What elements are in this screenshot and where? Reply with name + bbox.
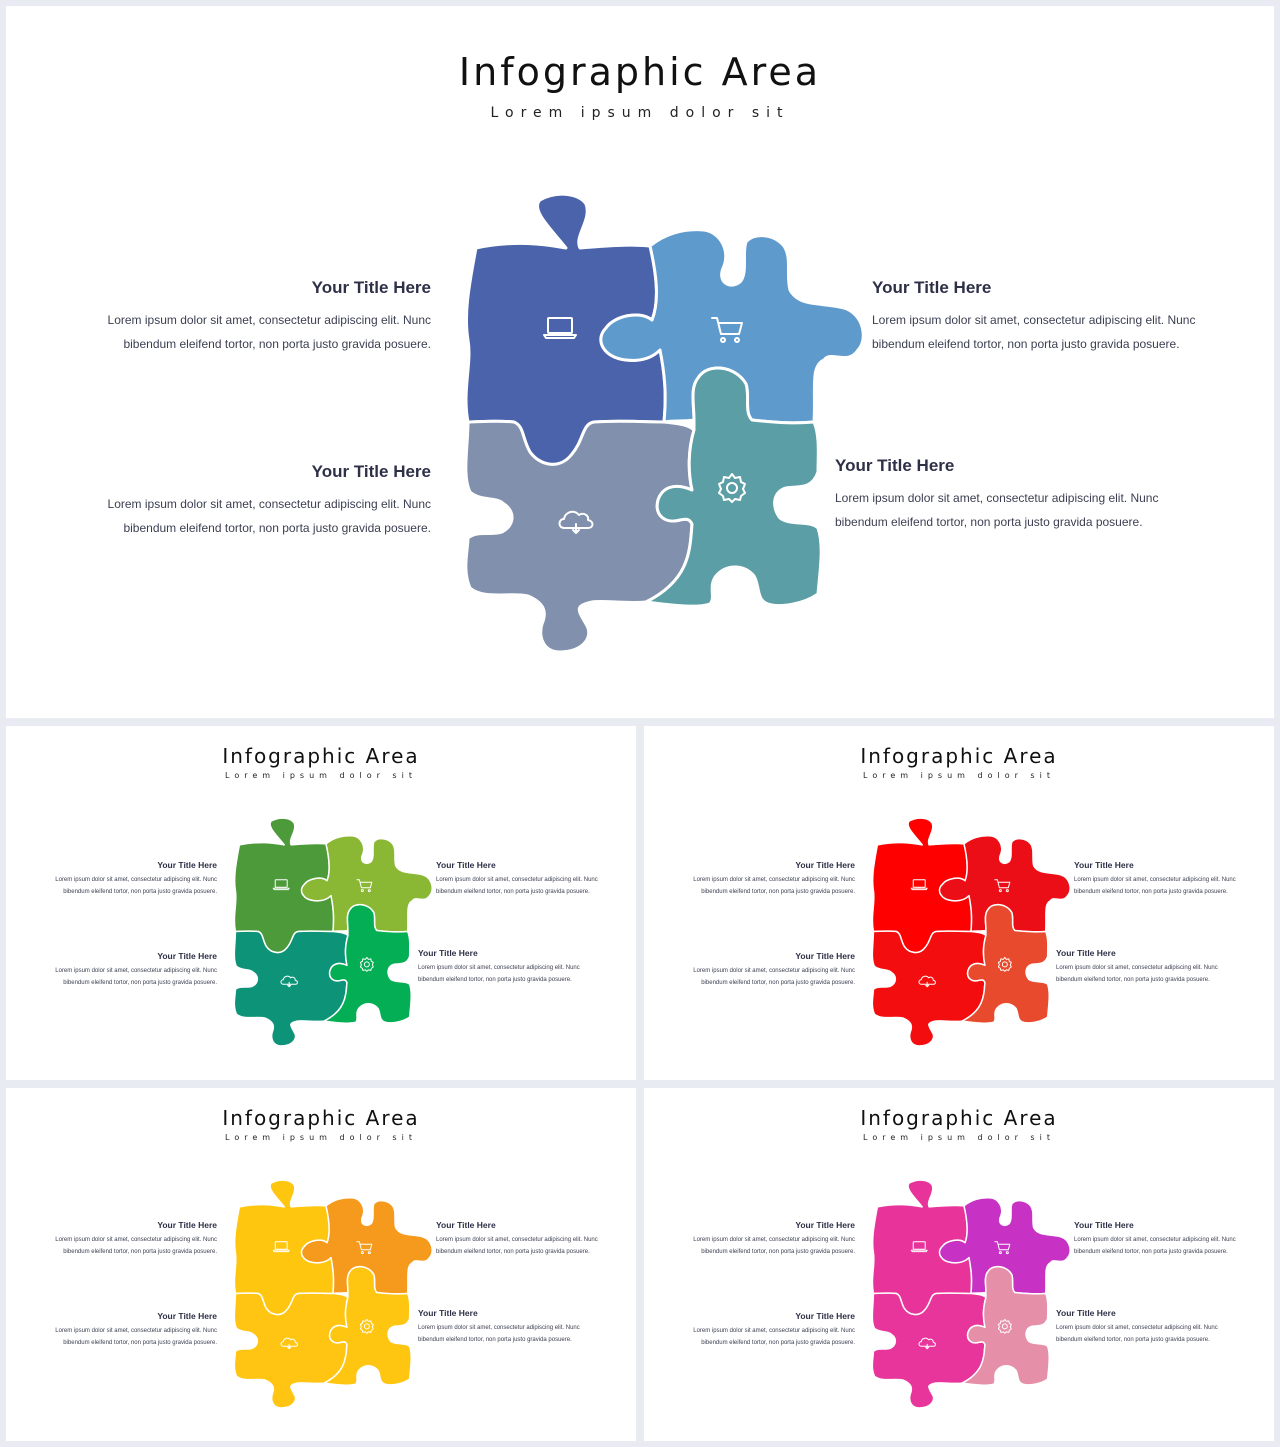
caption-body-line2: bibendum eleifend tortor, non porta justo gravida posuere. — [872, 337, 1180, 351]
caption-bottom-left — [26, 951, 217, 989]
slide-title: Infographic Area — [860, 744, 1058, 768]
caption-body-line1: Lorem ipsum dolor sit amet, consectetur adipiscing elit. Nunc — [1056, 965, 1218, 971]
slide-subtitle: Lorem ipsum dolor sit — [225, 771, 417, 780]
caption-body-line1: Lorem ipsum dolor sit amet, consectetur adipiscing elit. Nunc — [1074, 1237, 1236, 1243]
caption-top-left — [66, 278, 431, 356]
caption-title: Your Title Here — [795, 1311, 855, 1321]
caption-bottom-left — [664, 951, 855, 989]
caption-body-line2: bibendum eleifend tortor, non porta justo gravida posuere. — [701, 980, 855, 986]
caption-body-line2: bibendum eleifend tortor, non porta justo gravida posuere. — [123, 337, 431, 351]
caption-title: Your Title Here — [311, 278, 431, 297]
caption-body-line1: Lorem ipsum dolor sit amet, consectetur adipiscing elit. Nunc — [55, 968, 217, 974]
caption-body-line2: bibendum eleifend tortor, non porta justo gravida posuere. — [1074, 889, 1228, 895]
caption-title: Your Title Here — [157, 1220, 217, 1230]
caption-body-line1: Lorem ipsum dolor sit amet, consectetur adipiscing elit. Nunc — [1056, 1325, 1218, 1331]
slide-title: Infographic Area — [860, 1106, 1058, 1130]
caption-title: Your Title Here — [157, 951, 217, 961]
caption-title: Your Title Here — [436, 1220, 496, 1230]
caption-body-line1: Lorem ipsum dolor sit amet, consectetur adipiscing elit. Nunc — [872, 313, 1196, 327]
caption-body-line1: Lorem ipsum dolor sit amet, consectetur adipiscing elit. Nunc — [107, 313, 431, 327]
puzzle-diagram — [228, 1178, 434, 1410]
caption-body-line2: bibendum eleifend tortor, non porta justo gravida posuere. — [63, 980, 217, 986]
caption-title: Your Title Here — [835, 456, 955, 475]
caption-title: Your Title Here — [418, 948, 478, 958]
slide-subtitle: Lorem ipsum dolor sit — [863, 1133, 1055, 1142]
slide-title: Infographic Area — [222, 1106, 420, 1130]
caption-body-line2: bibendum eleifend tortor, non porta justo gravida posuere. — [835, 515, 1143, 529]
caption-bottom-right — [835, 456, 1215, 534]
caption-title: Your Title Here — [157, 1311, 217, 1321]
caption-body-line2: bibendum eleifend tortor, non porta justo gravida posuere. — [1074, 1249, 1228, 1255]
slide-red — [644, 726, 1274, 1080]
caption-body-line2: bibendum eleifend tortor, non porta justo gravida posuere. — [701, 1340, 855, 1346]
slide-main — [6, 6, 1274, 718]
caption-body-line2: bibendum eleifend tortor, non porta justo gravida posuere. — [63, 889, 217, 895]
caption-title: Your Title Here — [795, 951, 855, 961]
caption-body-line1: Lorem ipsum dolor sit amet, consectetur adipiscing elit. Nunc — [693, 1328, 855, 1334]
caption-bottom-right — [418, 948, 618, 986]
caption-bottom-left — [664, 1311, 855, 1349]
puzzle-diagram — [454, 190, 866, 656]
caption-top-left — [664, 1220, 855, 1258]
slide-green — [6, 726, 636, 1080]
caption-body-line2: bibendum eleifend tortor, non porta justo gravida posuere. — [436, 1249, 590, 1255]
slide-subtitle: Lorem ipsum dolor sit — [863, 771, 1055, 780]
caption-body-line1: Lorem ipsum dolor sit amet, consectetur adipiscing elit. Nunc — [418, 1325, 580, 1331]
caption-title: Your Title Here — [1074, 860, 1134, 870]
caption-body-line2: bibendum eleifend tortor, non porta justo gravida posuere. — [63, 1340, 217, 1346]
caption-title: Your Title Here — [1056, 948, 1116, 958]
caption-body-line2: bibendum eleifend tortor, non porta justo gravida posuere. — [418, 1337, 572, 1343]
puzzle-piece-bottom-left — [234, 931, 348, 1046]
caption-body-line2: bibendum eleifend tortor, non porta justo gravida posuere. — [418, 977, 572, 983]
caption-bottom-right — [1056, 948, 1256, 986]
slide-title: Infographic Area — [458, 50, 822, 94]
caption-title: Your Title Here — [1056, 1308, 1116, 1318]
caption-body-line1: Lorem ipsum dolor sit amet, consectetur adipiscing elit. Nunc — [107, 497, 431, 511]
puzzle-piece-bottom-left — [234, 1293, 348, 1408]
caption-bottom-left — [66, 462, 431, 540]
caption-body-line1: Lorem ipsum dolor sit amet, consectetur adipiscing elit. Nunc — [55, 1237, 217, 1243]
caption-body-line2: bibendum eleifend tortor, non porta justo gravida posuere. — [1056, 1337, 1210, 1343]
caption-top-left — [26, 1220, 217, 1258]
caption-body-line1: Lorem ipsum dolor sit amet, consectetur adipiscing elit. Nunc — [55, 877, 217, 883]
caption-bottom-right — [1056, 1308, 1256, 1346]
puzzle-diagram — [228, 816, 434, 1048]
caption-title: Your Title Here — [872, 278, 992, 297]
puzzle-piece-bottom-left — [466, 421, 694, 652]
slide-pink — [644, 1088, 1274, 1441]
slide-yellow — [6, 1088, 636, 1441]
caption-top-right — [436, 860, 631, 898]
caption-body-line2: bibendum eleifend tortor, non porta justo gravida posuere. — [63, 1249, 217, 1255]
caption-body-line1: Lorem ipsum dolor sit amet, consectetur adipiscing elit. Nunc — [418, 965, 580, 971]
caption-bottom-left — [26, 1311, 217, 1349]
caption-title: Your Title Here — [795, 860, 855, 870]
caption-body-line1: Lorem ipsum dolor sit amet, consectetur adipiscing elit. Nunc — [835, 491, 1159, 505]
caption-body-line1: Lorem ipsum dolor sit amet, consectetur adipiscing elit. Nunc — [436, 1237, 598, 1243]
caption-body-line1: Lorem ipsum dolor sit amet, consectetur adipiscing elit. Nunc — [55, 1328, 217, 1334]
caption-body-line1: Lorem ipsum dolor sit amet, consectetur adipiscing elit. Nunc — [693, 877, 855, 883]
slide-subtitle: Lorem ipsum dolor sit — [225, 1133, 417, 1142]
slide-title: Infographic Area — [222, 744, 420, 768]
puzzle-piece-bottom-left — [872, 1293, 986, 1408]
caption-bottom-right — [418, 1308, 618, 1346]
caption-body-line2: bibendum eleifend tortor, non porta justo gravida posuere. — [436, 889, 590, 895]
caption-top-right — [872, 278, 1252, 356]
caption-body-line2: bibendum eleifend tortor, non porta justo gravida posuere. — [701, 889, 855, 895]
caption-top-left — [26, 860, 217, 898]
puzzle-diagram — [866, 1178, 1072, 1410]
puzzle-diagram — [866, 816, 1072, 1048]
caption-title: Your Title Here — [1074, 1220, 1134, 1230]
caption-body-line1: Lorem ipsum dolor sit amet, consectetur adipiscing elit. Nunc — [1074, 877, 1236, 883]
caption-body-line2: bibendum eleifend tortor, non porta justo gravida posuere. — [701, 1249, 855, 1255]
caption-body-line2: bibendum eleifend tortor, non porta justo gravida posuere. — [1056, 977, 1210, 983]
caption-body-line1: Lorem ipsum dolor sit amet, consectetur adipiscing elit. Nunc — [693, 968, 855, 974]
caption-title: Your Title Here — [795, 1220, 855, 1230]
caption-top-left — [664, 860, 855, 898]
caption-body-line1: Lorem ipsum dolor sit amet, consectetur adipiscing elit. Nunc — [693, 1237, 855, 1243]
caption-body-line2: bibendum eleifend tortor, non porta justo gravida posuere. — [123, 521, 431, 535]
caption-top-right — [1074, 860, 1269, 898]
caption-title: Your Title Here — [418, 1308, 478, 1318]
puzzle-piece-bottom-left — [872, 931, 986, 1046]
slide-subtitle: Lorem ipsum dolor sit — [490, 105, 790, 121]
caption-body-line1: Lorem ipsum dolor sit amet, consectetur adipiscing elit. Nunc — [436, 877, 598, 883]
caption-title: Your Title Here — [157, 860, 217, 870]
caption-title: Your Title Here — [311, 462, 431, 481]
caption-top-right — [1074, 1220, 1269, 1258]
caption-top-right — [436, 1220, 631, 1258]
caption-title: Your Title Here — [436, 860, 496, 870]
